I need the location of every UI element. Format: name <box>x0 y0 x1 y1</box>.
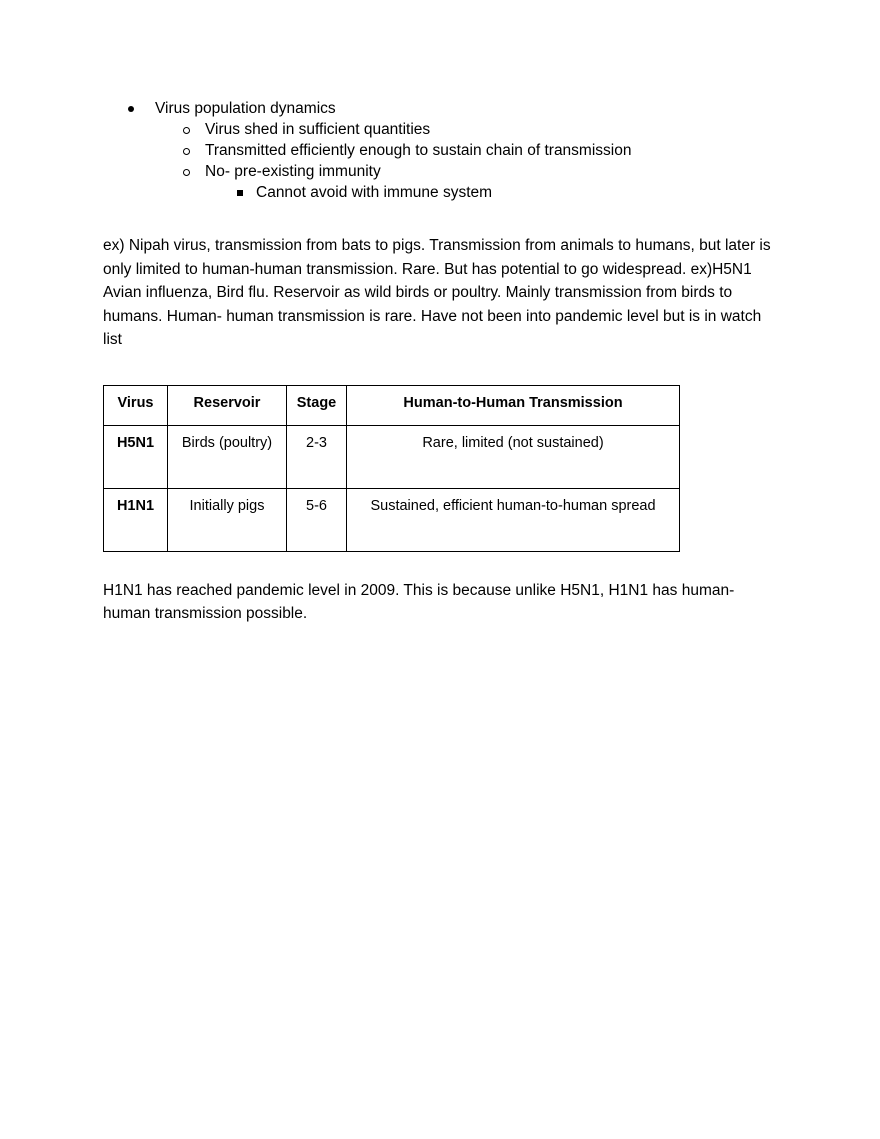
paragraph-bottom: H1N1 has reached pandemic level in 2009. This is because unlike H5N1, H1N1 has human-human transmission possible. <box>103 581 735 622</box>
paragraph-top: ex) Nipah virus, transmission from bats to pigs. Transmission from animals to humans, but later is only limited to human-human transmission. Rare. But has potential to go widespread. ex)H5N1 Avian influenza, Bird flu. Reservoir as wild birds or poultry. Mainly transmission from birds to humans. Human- human transmission is rare. Have not been into pandemic level but is in watch list <box>103 237 771 348</box>
cell-stage: 5-6 <box>287 488 347 551</box>
outline-item-level2-2 <box>103 161 783 182</box>
cell-stage: 2-3 <box>287 425 347 488</box>
column-header-reservoir: Reservoir <box>168 385 287 425</box>
column-header-stage: Stage <box>287 385 347 425</box>
square-bullet-icon <box>237 190 243 196</box>
table-row <box>104 488 680 551</box>
outline-item-level1-label: Virus population dynamics <box>155 100 336 117</box>
cell-virus: H5N1 <box>104 425 168 488</box>
cell-transmission: Sustained, efficient human-to-human spread <box>347 488 680 551</box>
circle-bullet-icon <box>183 127 190 134</box>
document-content <box>103 98 783 626</box>
outline-item-level3-0-label: Cannot avoid with immune system <box>256 184 493 201</box>
outline-item-level2-1 <box>103 140 783 161</box>
circle-bullet-icon <box>183 148 190 155</box>
table-body <box>104 425 680 551</box>
outline-item-level1 <box>103 98 783 119</box>
outline-item-level2-2-label: No- pre-existing immunity <box>205 163 381 180</box>
outline-list <box>103 98 783 203</box>
disc-bullet-icon <box>128 106 134 112</box>
outline-item-level2-0 <box>103 119 783 140</box>
table-header-row <box>104 385 680 425</box>
cell-transmission: Rare, limited (not sustained) <box>347 425 680 488</box>
table-row <box>104 425 680 488</box>
outline-item-level3-0 <box>103 182 783 203</box>
column-header-virus: Virus <box>104 385 168 425</box>
outline-item-level2-1-label: Transmitted efficiently enough to sustain chain of transmission <box>205 142 632 159</box>
table-header <box>104 385 680 425</box>
column-header-transmission: Human-to-Human Transmission <box>347 385 680 425</box>
outline-item-level2-0-label: Virus shed in sufficient quantities <box>205 121 431 138</box>
circle-bullet-icon <box>183 169 190 176</box>
cell-virus: H1N1 <box>104 488 168 551</box>
cell-reservoir: Birds (poultry) <box>168 425 287 488</box>
cell-reservoir: Initially pigs <box>168 488 287 551</box>
virus-comparison-table <box>103 385 680 552</box>
